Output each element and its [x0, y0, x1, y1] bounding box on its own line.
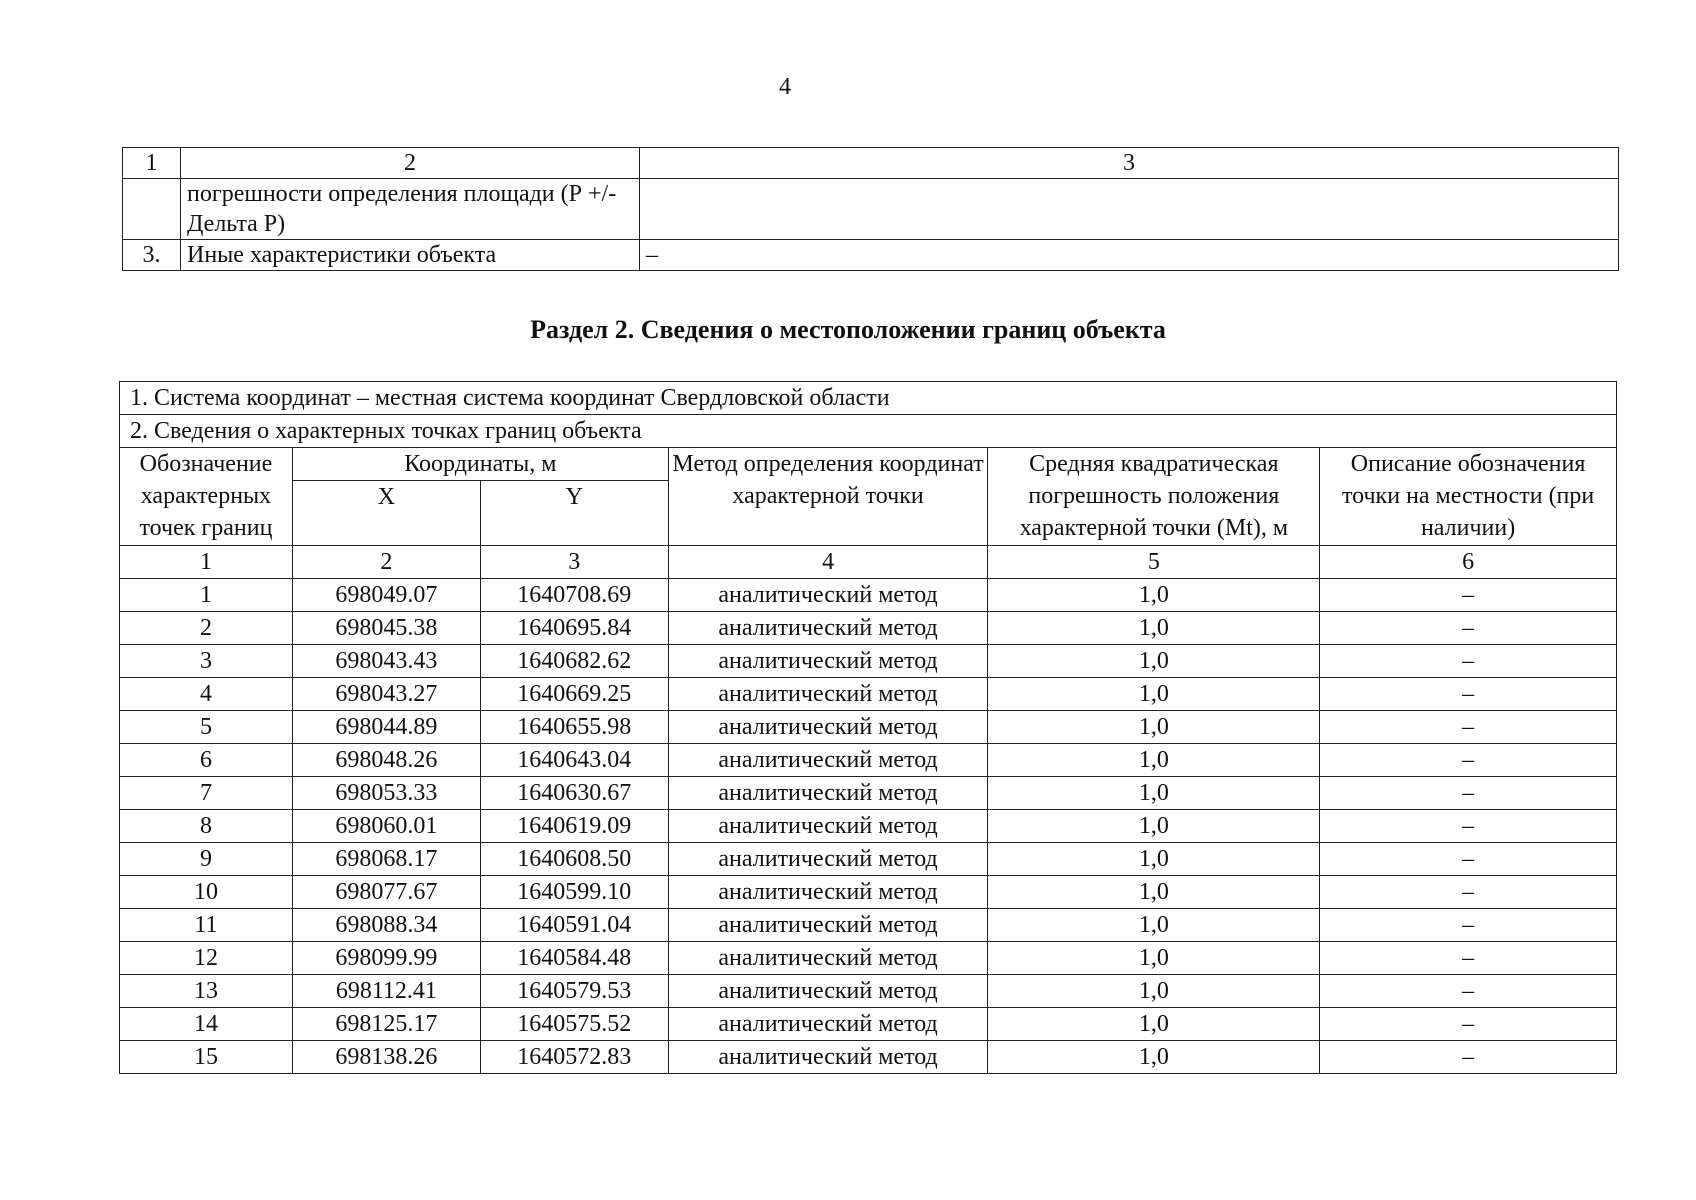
row-value: –	[640, 240, 1619, 271]
table-row	[120, 1041, 1617, 1074]
method: аналитический метод	[668, 612, 988, 645]
coord-x: 698045.38	[292, 612, 480, 645]
mt-value: 1,0	[988, 711, 1320, 744]
description: –	[1320, 777, 1617, 810]
coord-x: 698053.33	[292, 777, 480, 810]
mt-value: 1,0	[988, 579, 1320, 612]
column-number: 5	[988, 546, 1320, 579]
coordinate-rows	[120, 579, 1617, 1074]
method: аналитический метод	[668, 579, 988, 612]
table-row	[120, 612, 1617, 645]
description: –	[1320, 645, 1617, 678]
column-number: 1	[120, 546, 293, 579]
point-number: 13	[120, 975, 293, 1008]
header-x: X	[292, 481, 480, 546]
coord-x: 698049.07	[292, 579, 480, 612]
row-label: Иные характеристики объекта	[181, 240, 640, 271]
table-row	[120, 942, 1617, 975]
points-info-row	[120, 415, 1617, 448]
column-number: 6	[1320, 546, 1617, 579]
table-row	[120, 1008, 1617, 1041]
header-method: Метод определения координат характерной точки	[668, 448, 988, 546]
point-number: 6	[120, 744, 293, 777]
header-cell: 1	[123, 148, 181, 179]
table-row	[120, 579, 1617, 612]
coord-x: 698048.26	[292, 744, 480, 777]
coordinates-table	[119, 381, 1617, 1074]
column-number: 2	[292, 546, 480, 579]
description: –	[1320, 711, 1617, 744]
header-coords: Координаты, м	[292, 448, 668, 481]
coord-y: 1640572.83	[480, 1041, 668, 1074]
mt-value: 1,0	[988, 1008, 1320, 1041]
table-row	[120, 810, 1617, 843]
header-cell: 2	[181, 148, 640, 179]
table-row	[120, 711, 1617, 744]
description: –	[1320, 579, 1617, 612]
point-number: 2	[120, 612, 293, 645]
mt-value: 1,0	[988, 909, 1320, 942]
coord-x: 698088.34	[292, 909, 480, 942]
coord-y: 1640584.48	[480, 942, 668, 975]
point-number: 1	[120, 579, 293, 612]
description: –	[1320, 678, 1617, 711]
method: аналитический метод	[668, 876, 988, 909]
coord-x: 698112.41	[292, 975, 480, 1008]
mt-value: 1,0	[988, 876, 1320, 909]
table-row	[120, 975, 1617, 1008]
mt-value: 1,0	[988, 744, 1320, 777]
point-number: 14	[120, 1008, 293, 1041]
coord-y: 1640599.10	[480, 876, 668, 909]
coord-y: 1640669.25	[480, 678, 668, 711]
row-number: 3.	[123, 240, 181, 271]
method: аналитический метод	[668, 645, 988, 678]
description: –	[1320, 909, 1617, 942]
description: –	[1320, 612, 1617, 645]
method: аналитический метод	[668, 843, 988, 876]
method: аналитический метод	[668, 975, 988, 1008]
table-row	[123, 179, 1619, 240]
column-number: 4	[668, 546, 988, 579]
coord-x: 698077.67	[292, 876, 480, 909]
row-number	[123, 179, 181, 240]
header-mt: Средняя квадратическая погрешность положения характерной точки (Mt), м	[988, 448, 1320, 546]
table-header-row	[123, 148, 1619, 179]
coord-y: 1640643.04	[480, 744, 668, 777]
header-description: Описание обозначения точки на местности (при наличии)	[1320, 448, 1617, 546]
coordinate-system-row	[120, 382, 1617, 415]
method: аналитический метод	[668, 909, 988, 942]
table-row	[120, 645, 1617, 678]
coord-x: 698043.27	[292, 678, 480, 711]
description: –	[1320, 1008, 1617, 1041]
table-row	[123, 240, 1619, 271]
coord-y: 1640630.67	[480, 777, 668, 810]
mt-value: 1,0	[988, 942, 1320, 975]
description: –	[1320, 810, 1617, 843]
point-number: 9	[120, 843, 293, 876]
description: –	[1320, 876, 1617, 909]
mt-value: 1,0	[988, 678, 1320, 711]
coord-x: 698138.26	[292, 1041, 480, 1074]
mt-value: 1,0	[988, 843, 1320, 876]
characteristics-table	[122, 147, 1619, 271]
point-number: 10	[120, 876, 293, 909]
header-cell: 3	[640, 148, 1619, 179]
column-header-row	[120, 448, 1617, 481]
method: аналитический метод	[668, 777, 988, 810]
point-number: 5	[120, 711, 293, 744]
point-number: 4	[120, 678, 293, 711]
coord-x: 698060.01	[292, 810, 480, 843]
coord-y: 1640655.98	[480, 711, 668, 744]
mt-value: 1,0	[988, 975, 1320, 1008]
column-number: 3	[480, 546, 668, 579]
mt-value: 1,0	[988, 777, 1320, 810]
coordinate-system-text: 1. Система координат – местная система координат Свердловской области	[120, 382, 1617, 415]
point-number: 11	[120, 909, 293, 942]
mt-value: 1,0	[988, 645, 1320, 678]
header-designation: Обозначение характерных точек границ	[120, 448, 293, 546]
row-value	[640, 179, 1619, 240]
coord-y: 1640619.09	[480, 810, 668, 843]
description: –	[1320, 942, 1617, 975]
coord-y: 1640579.53	[480, 975, 668, 1008]
method: аналитический метод	[668, 711, 988, 744]
method: аналитический метод	[668, 1041, 988, 1074]
coord-y: 1640608.50	[480, 843, 668, 876]
point-number: 15	[120, 1041, 293, 1074]
column-number-row	[120, 546, 1617, 579]
coord-y: 1640575.52	[480, 1008, 668, 1041]
page-number: 4	[779, 74, 791, 100]
table-row	[120, 843, 1617, 876]
coord-y: 1640682.62	[480, 645, 668, 678]
coord-y: 1640708.69	[480, 579, 668, 612]
point-number: 3	[120, 645, 293, 678]
point-number: 12	[120, 942, 293, 975]
section-title: Раздел 2. Сведения о местоположении границ объекта	[530, 315, 1166, 344]
header-y: Y	[480, 481, 668, 546]
row-label: погрешности определения площади (Р +/- Дельта Р)	[181, 179, 640, 240]
points-info-text: 2. Сведения о характерных точках границ объекта	[120, 415, 1617, 448]
table-row	[120, 909, 1617, 942]
coord-x: 698043.43	[292, 645, 480, 678]
coord-y: 1640695.84	[480, 612, 668, 645]
coord-x: 698068.17	[292, 843, 480, 876]
mt-value: 1,0	[988, 1041, 1320, 1074]
method: аналитический метод	[668, 942, 988, 975]
coord-x: 698044.89	[292, 711, 480, 744]
mt-value: 1,0	[988, 612, 1320, 645]
method: аналитический метод	[668, 1008, 988, 1041]
method: аналитический метод	[668, 744, 988, 777]
table-row	[120, 777, 1617, 810]
coord-x: 698099.99	[292, 942, 480, 975]
point-number: 8	[120, 810, 293, 843]
table-row	[120, 876, 1617, 909]
description: –	[1320, 744, 1617, 777]
description: –	[1320, 1041, 1617, 1074]
method: аналитический метод	[668, 810, 988, 843]
coord-y: 1640591.04	[480, 909, 668, 942]
point-number: 7	[120, 777, 293, 810]
mt-value: 1,0	[988, 810, 1320, 843]
description: –	[1320, 843, 1617, 876]
method: аналитический метод	[668, 678, 988, 711]
description: –	[1320, 975, 1617, 1008]
table-row	[120, 744, 1617, 777]
coord-x: 698125.17	[292, 1008, 480, 1041]
table-row	[120, 678, 1617, 711]
